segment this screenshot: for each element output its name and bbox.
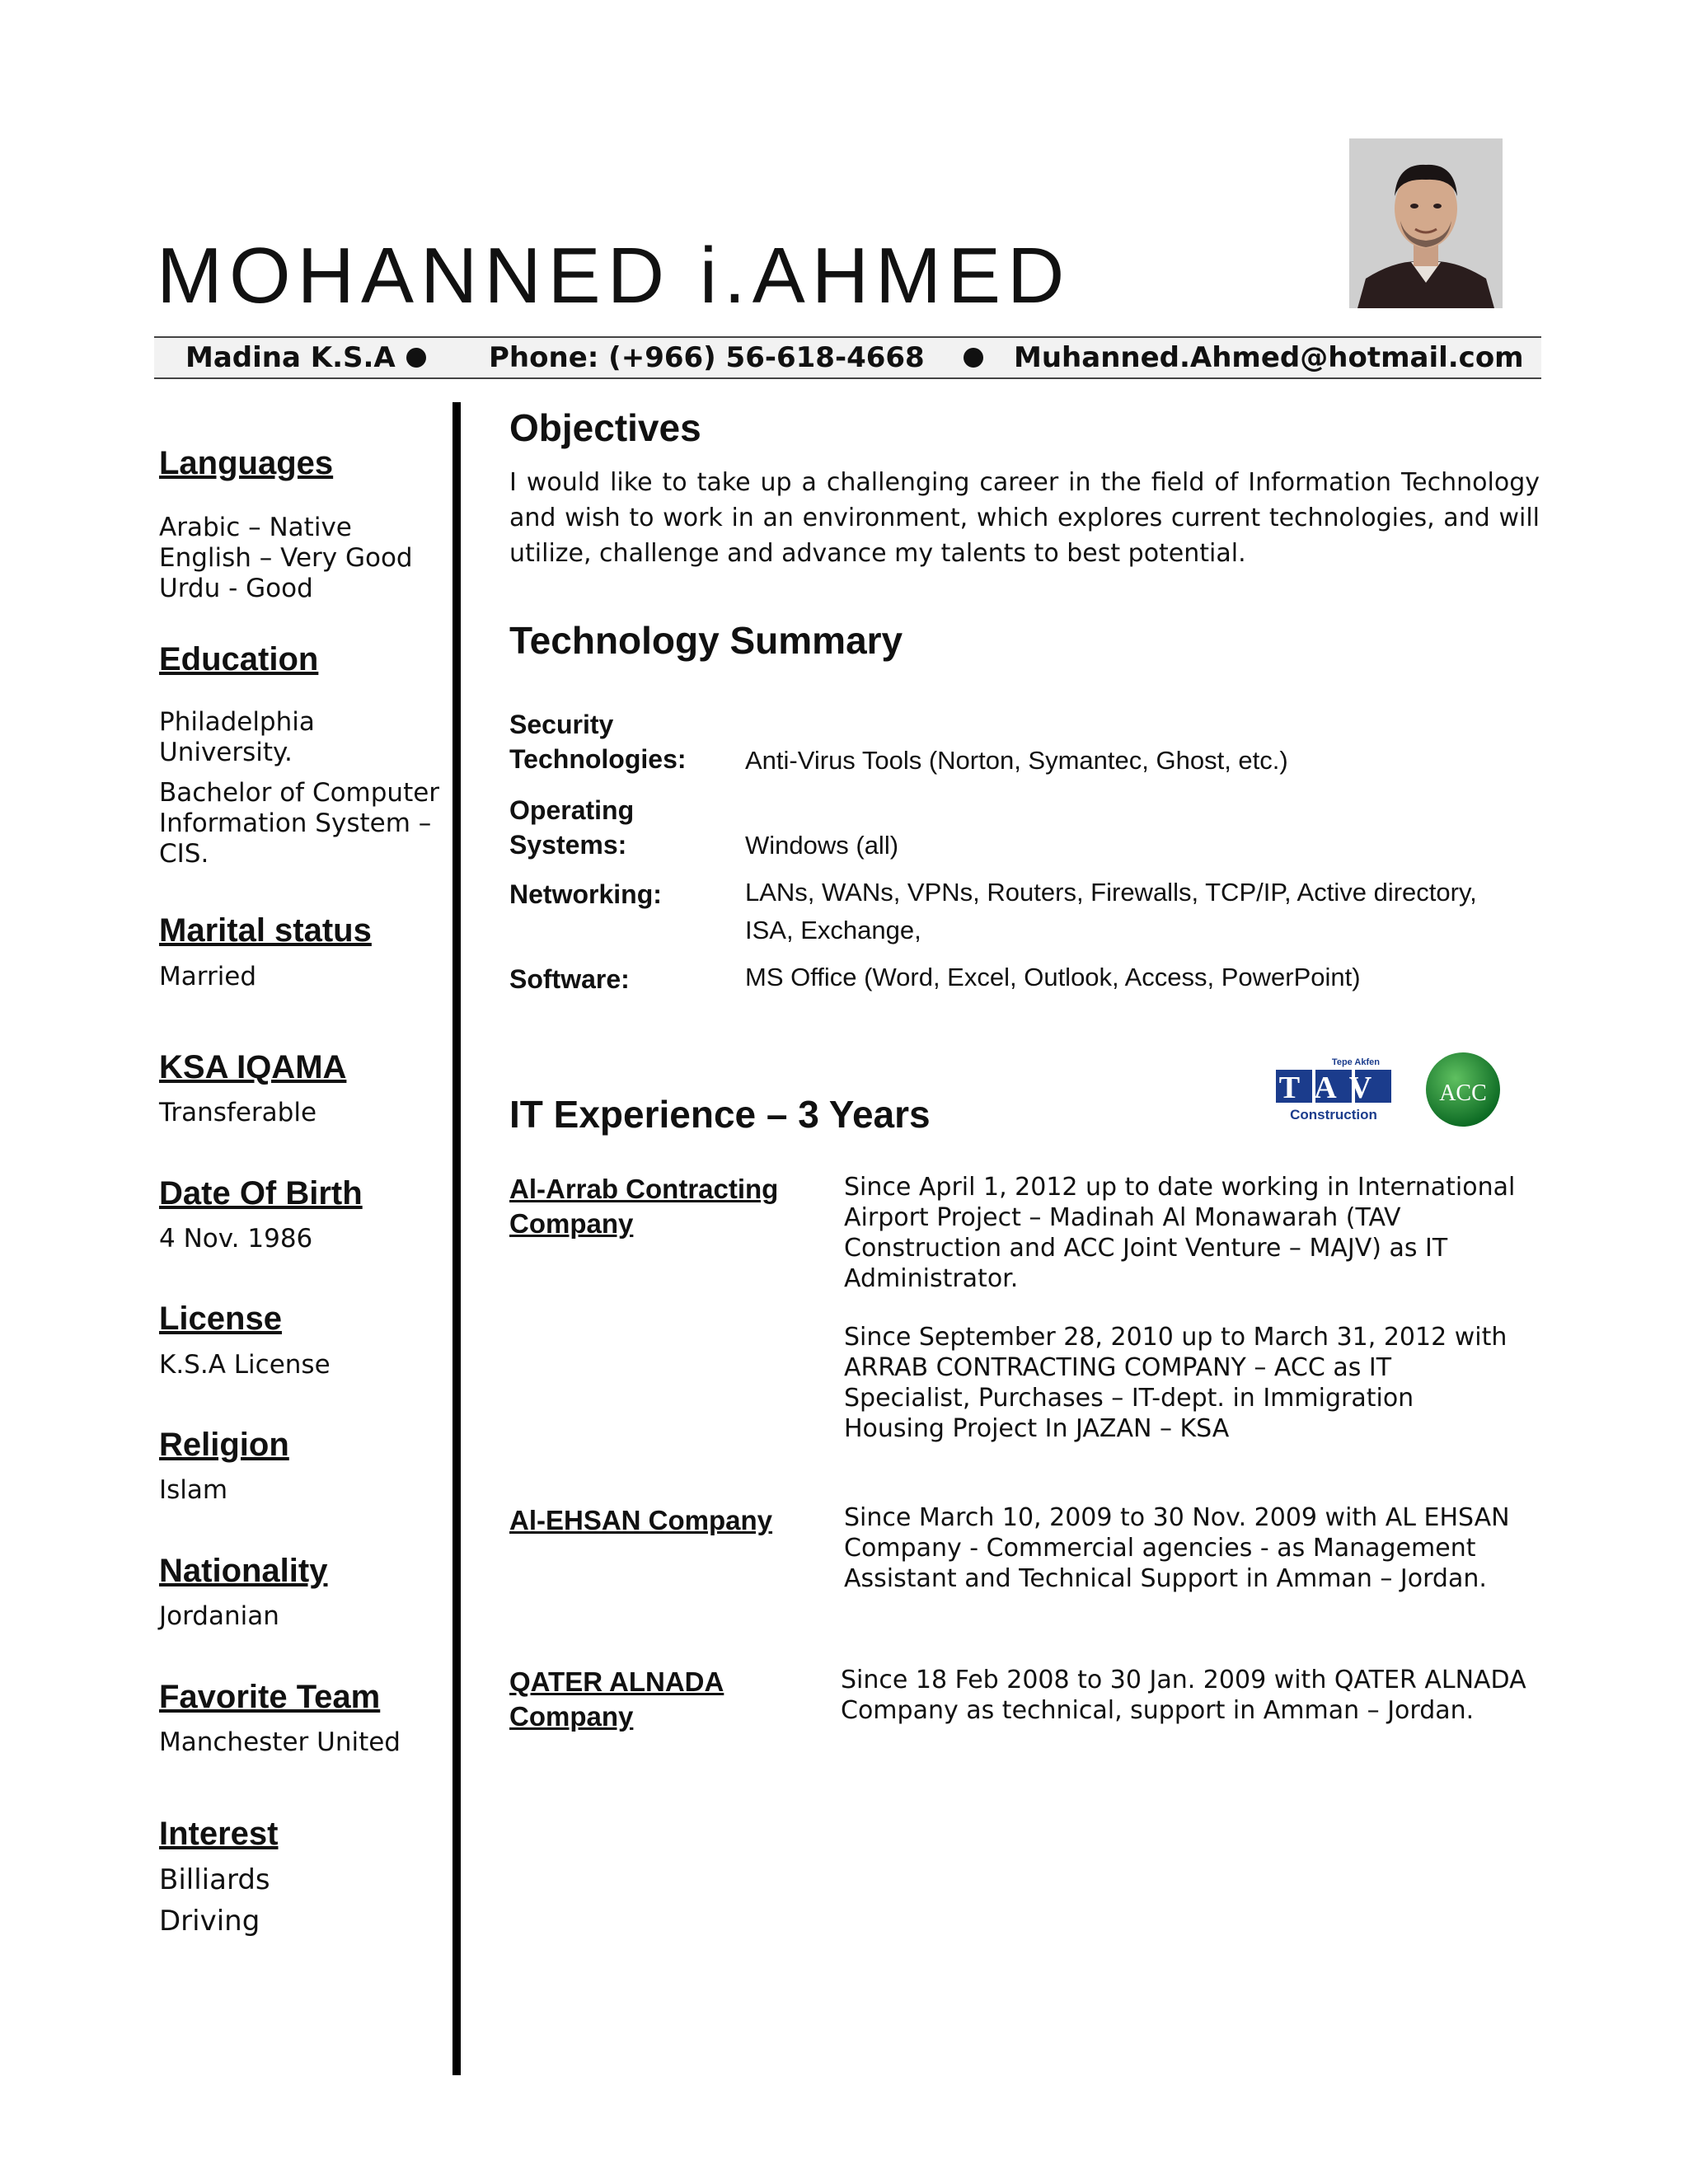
phone-text: Phone: (+966) 56-618-4668 (489, 341, 925, 374)
experience-line: Construction and ACC Joint Venture – MAJV) as IT (844, 1234, 1448, 1263)
education-school (159, 707, 315, 768)
tech-label-os (509, 793, 634, 862)
dob-value: 4 Nov. 1986 (159, 1224, 313, 1254)
tech-value-software: MS Office (Word, Excel, Outlook, Access, PowerPoint) (745, 963, 1361, 991)
tech-label-line: Security (509, 710, 614, 739)
marital-heading: Marital status (159, 912, 372, 949)
company-name-line: Company (509, 1208, 634, 1239)
objectives-heading: Objectives (509, 406, 701, 449)
experience-line: Housing Project In JAZAN – KSA (844, 1414, 1230, 1443)
experience-line: Assistant and Technical Support in Amman – Jordan. (844, 1564, 1487, 1593)
education-line: Philadelphia (159, 707, 315, 737)
acc-logo (1424, 1051, 1502, 1128)
education-line: Bachelor of Computer (159, 778, 440, 808)
education-degree (159, 778, 439, 869)
interest-item: Driving (159, 1905, 260, 1938)
tav-tagline: Tepe Akfen (1331, 1057, 1380, 1067)
experience-description (844, 1322, 1569, 1444)
team-heading: Favorite Team (159, 1679, 381, 1715)
tech-label-networking (509, 877, 662, 912)
experience-line: Since 18 Feb 2008 to 30 Jan. 2009 with QATER ALNADA (841, 1666, 1526, 1694)
tech-label-line: Technologies: (509, 744, 687, 774)
experience-description (844, 1502, 1569, 1594)
experience-line: Since September 28, 2010 up to March 31, 2012 with (844, 1323, 1507, 1352)
languages-heading: Languages (159, 445, 334, 481)
tav-construction-logo (1276, 1055, 1396, 1122)
tech-value-os: Windows (all) (745, 831, 899, 860)
profile-photo (1349, 138, 1503, 308)
bullet-dot-icon (964, 348, 983, 368)
tech-label-software (509, 962, 630, 996)
experience-line: ARRAB CONTRACTING COMPANY – ACC as IT (844, 1353, 1392, 1382)
experience-line: Company - Commercial agencies - as Management (844, 1534, 1476, 1563)
iqama-value: Transferable (159, 1098, 317, 1127)
experience-description (844, 1172, 1569, 1294)
acc-letters: ACC (1439, 1080, 1487, 1106)
language-item: Arabic – Native (159, 513, 352, 542)
education-line: CIS. (159, 839, 209, 869)
company-name-line: Al-Arrab Contracting (509, 1174, 779, 1204)
experience-line: Since April 1, 2012 up to date working in International (844, 1173, 1516, 1202)
bullet-dot-icon (406, 348, 426, 368)
company-name-line: Al-EHSAN Company (509, 1505, 773, 1535)
language-item: English – Very Good (159, 543, 413, 573)
nationality-value: Jordanian (159, 1601, 279, 1631)
tech-label-line: Operating (509, 795, 635, 825)
languages-list (159, 513, 413, 604)
marital-value: Married (159, 962, 257, 991)
tech-value-security: Anti-Virus Tools (Norton, Symantec, Ghost, etc.) (745, 746, 1288, 775)
company-name-al-ehsan (509, 1503, 772, 1538)
interest-list (159, 1859, 270, 1942)
tav-letters: TAV (1278, 1071, 1389, 1105)
tech-value-line: ISA, Exchange, (745, 916, 921, 944)
column-divider (452, 402, 461, 2075)
tav-construction-text: Construction (1290, 1107, 1377, 1122)
tech-label-line: Systems: (509, 830, 627, 860)
team-value: Manchester United (159, 1727, 401, 1757)
religion-heading: Religion (159, 1427, 289, 1463)
experience-line: Specialist, Purchases – IT-dept. in Immigration (844, 1384, 1414, 1413)
experience-heading: IT Experience – 3 Years (509, 1093, 931, 1136)
interest-item: Billiards (159, 1863, 270, 1896)
interest-heading: Interest (159, 1816, 279, 1852)
experience-line: Since March 10, 2009 to 30 Nov. 2009 with AL EHSAN (844, 1503, 1510, 1532)
tech-label-line: Software: (509, 964, 630, 994)
tech-value-networking (745, 874, 1477, 949)
education-line: University. (159, 738, 293, 767)
company-name-line: QATER ALNADA (509, 1666, 724, 1697)
contact-bar (154, 336, 1541, 379)
experience-description (841, 1665, 1566, 1726)
tech-label-security (509, 707, 687, 776)
experience-line: Airport Project – Madinah Al Monawarah (TAV (844, 1203, 1401, 1232)
education-heading: Education (159, 641, 319, 677)
company-name-line: Company (509, 1701, 634, 1732)
education-line: Information System – (159, 808, 432, 838)
company-name-al-arrab (509, 1172, 778, 1241)
location-text: Madina K.S.A (185, 341, 396, 374)
profile-photo-icon (1349, 138, 1503, 308)
company-name-qater-alnada (509, 1665, 724, 1734)
dob-heading: Date Of Birth (159, 1175, 363, 1212)
nationality-heading: Nationality (159, 1553, 328, 1589)
tech-value-line: LANs, WANs, VPNs, Routers, Firewalls, TCP/IP, Active directory, (745, 878, 1477, 907)
language-item: Urdu - Good (159, 574, 313, 603)
experience-line: Administrator. (844, 1264, 1019, 1293)
email-link[interactable]: Muhanned.Ahmed@hotmail.com (1014, 341, 1524, 374)
experience-line: Company as technical, support in Amman – Jordan. (841, 1696, 1475, 1725)
license-heading: License (159, 1301, 282, 1337)
tech-label-line: Networking: (509, 879, 662, 909)
candidate-name: MOHANNED i.AHMED (157, 232, 1071, 320)
iqama-heading: KSA IQAMA (159, 1049, 347, 1085)
religion-value: Islam (159, 1475, 228, 1505)
tech-summary-heading: Technology Summary (509, 619, 903, 662)
license-value: K.S.A License (159, 1350, 331, 1380)
objectives-text: I would like to take up a challenging career in the field of Information Technology and wish to work in an environment, which explores current technologies, and will utilize, challenge and advance my talents to best potential. (509, 468, 1540, 568)
